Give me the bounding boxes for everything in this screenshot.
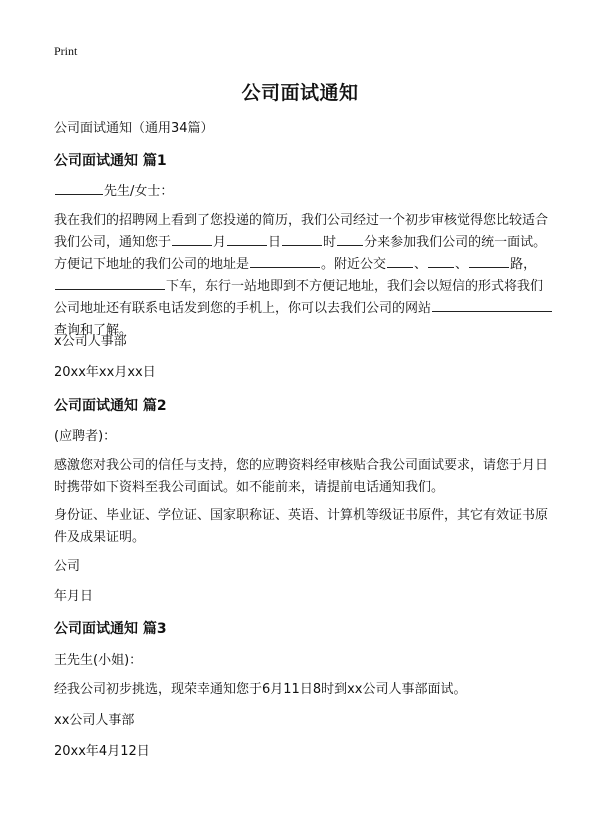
article-3-heading: 公司面试通知 篇3 xyxy=(54,621,167,637)
article-3-date: 20xx年4月12日 xyxy=(54,744,150,759)
article-3-salutation: 王先生(小姐)： xyxy=(54,653,143,668)
minute-blank xyxy=(337,232,363,246)
bus-blank xyxy=(387,254,413,268)
article-2-heading: 公司面试通知 篇2 xyxy=(54,398,167,414)
route-blank xyxy=(469,254,509,268)
body-text: 分来参加我们公司的统一面试。方便记下地址的我们公司的地址是 xyxy=(54,235,547,272)
article-1-heading: 公司面试通知 篇1 xyxy=(54,153,167,169)
salutation-text: 先生/女士： xyxy=(104,184,174,199)
article-3-signature: xx公司人事部 xyxy=(54,713,135,728)
address-blank xyxy=(250,254,320,268)
hour-blank xyxy=(282,232,322,246)
body-text: 时 xyxy=(323,235,337,250)
bus-blank xyxy=(428,254,454,268)
article-1-date: 20xx年xx月xx日 xyxy=(54,365,156,380)
document-subtitle: 公司面试通知（通用34篇） xyxy=(54,121,214,136)
name-blank xyxy=(55,181,103,195)
article-1-body xyxy=(54,210,554,342)
body-text: 月 xyxy=(213,235,227,250)
document-title: 公司面试通知 xyxy=(241,82,359,104)
body-text: 日 xyxy=(268,235,282,250)
article-1-signature: x公司人事部 xyxy=(54,334,127,349)
body-text: 查询和了解。 xyxy=(54,323,133,338)
print-link[interactable]: Print xyxy=(54,44,78,58)
day-blank xyxy=(227,232,267,246)
stop-blank xyxy=(55,276,165,290)
body-text: 下车，东行一站地即到不方便记地址，我们会以短信的形式将我们公司地址还有联系电话发到您的手机上，你可以去我们公司的网站 xyxy=(54,279,544,316)
article-2-date: 年月日 xyxy=(54,589,94,604)
website-blank xyxy=(432,298,552,312)
month-blank xyxy=(172,232,212,246)
body-text: 、 xyxy=(414,257,428,272)
article-2-signature: 公司 xyxy=(54,559,81,574)
article-3-paragraph-1: 经我公司初步挑选，现荣幸通知您于6月11日8时到xx公司人事部面试。 xyxy=(54,682,467,697)
article-1-salutation xyxy=(54,181,554,203)
body-text: 路， xyxy=(510,257,537,272)
body-text: 。附近公交 xyxy=(321,257,387,272)
body-text: 我在我们的招聘网上看到了您投递的简历，我们公司经过一个初步审核觉得您比较适合我们公司，通知您于 xyxy=(54,213,549,250)
article-2-paragraph-1: 感激您对我公司的信任与支持，您的应聘资料经审核贴合我公司面试要求，请您于月日时携带如下资料至我公司面试。如不能前来，请提前电话通知我们。 xyxy=(54,458,549,495)
body-text: 、 xyxy=(455,257,469,272)
article-2-salutation: (应聘者)： xyxy=(54,429,117,444)
article-2-paragraph-2: 身份证、毕业证、学位证、国家职称证、英语、计算机等级证书原件，其它有效证书原件及成果证明。 xyxy=(54,508,549,545)
